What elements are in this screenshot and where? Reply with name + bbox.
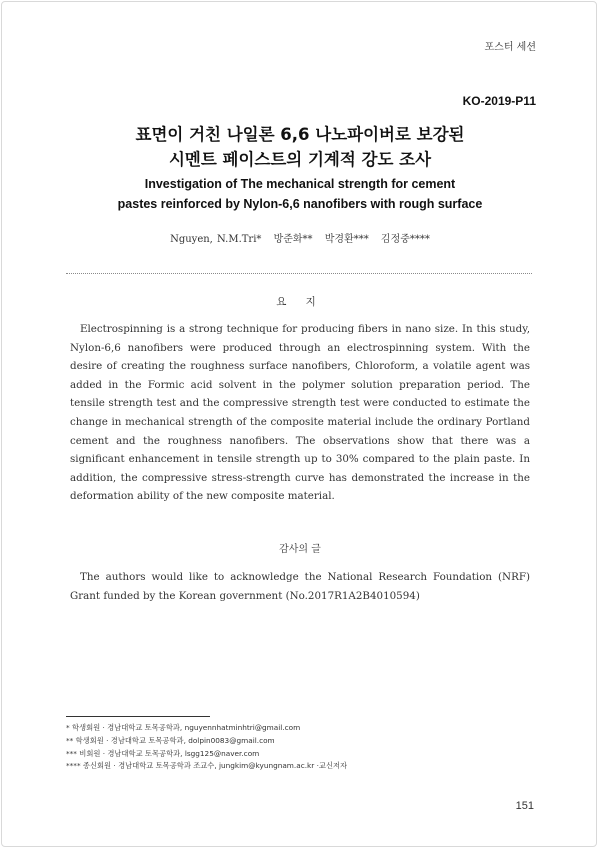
- page-number: 151: [515, 800, 534, 812]
- session-label: 포스터 세션: [484, 42, 536, 53]
- footnote-3: *** 비회원 · 경남대학교 토목공학과, lsgg125@naver.com: [66, 748, 260, 758]
- section-divider: [66, 273, 532, 274]
- paper-code: KO-2019-P11: [462, 94, 536, 108]
- korean-title-line-1: 표면이 거친 나일론 6,6 나노파이버로 보강된: [135, 125, 465, 144]
- abstract-heading: 요 지: [276, 296, 324, 308]
- author-4: 김정중****: [380, 234, 430, 245]
- acknowledgement-body: The authors would like to acknowledge the National Research Foundation (NRF) Grant funded by the Korean government (No.2017R1A2B4010594): [70, 571, 530, 602]
- footnote-1: * 학생회원 · 경남대학교 토목공학과, nguyennhatminhtri@gmail.com: [66, 723, 301, 732]
- footnote-rule: [66, 716, 210, 717]
- footnote-4: **** 종신회원 · 경남대학교 토목공학과 조교수, jungkim@kyungnam.ac.kr ·교신저자: [66, 761, 348, 771]
- english-title-line-1: Investigation of The mechanical strength for cement: [144, 177, 456, 191]
- acknowledgement-heading: 감사의 글: [279, 544, 321, 555]
- korean-title: [0, 122, 600, 172]
- author-1: Nguyen, N.M.Tri*: [170, 234, 262, 245]
- author-3: 박경환***: [324, 234, 369, 245]
- abstract-body: Electrospinning is a strong technique for producing fibers in nano size. In this study, Nylon-6,6 nanofibers were produced through an electrospinning system. With the desire of creating the roughness surface nanofibers, Chloroform, a volatile agent was added in the Formic acid solvent in the polymer solution preparation period. The tensile strength test and the compressive strength test were conducted to estimate the change in mechanical strength of the composite material include the ordinary Portland cement and the roughness nanofibers. The observations show that there was a significant enhancement in tensile strength up to 30% compared to the plain paste. In addition, the compressive stress-strength curve has demonstrated the increase in the deformation ability of the new composite material.: [70, 323, 530, 503]
- korean-title-line-2: 시멘트 페이스트의 기계적 강도 조사: [168, 150, 432, 169]
- author-list: [0, 230, 600, 245]
- footnote-2: ** 학생회원 · 경남대학교 토목공학과, dolpin0083@gmail.com: [66, 735, 275, 745]
- english-title: [0, 174, 600, 214]
- english-title-line-2: pastes reinforced by Nylon-6,6 nanofibers with rough surface: [117, 197, 483, 211]
- footnotes: [66, 722, 536, 773]
- author-2: 방준화**: [273, 234, 313, 245]
